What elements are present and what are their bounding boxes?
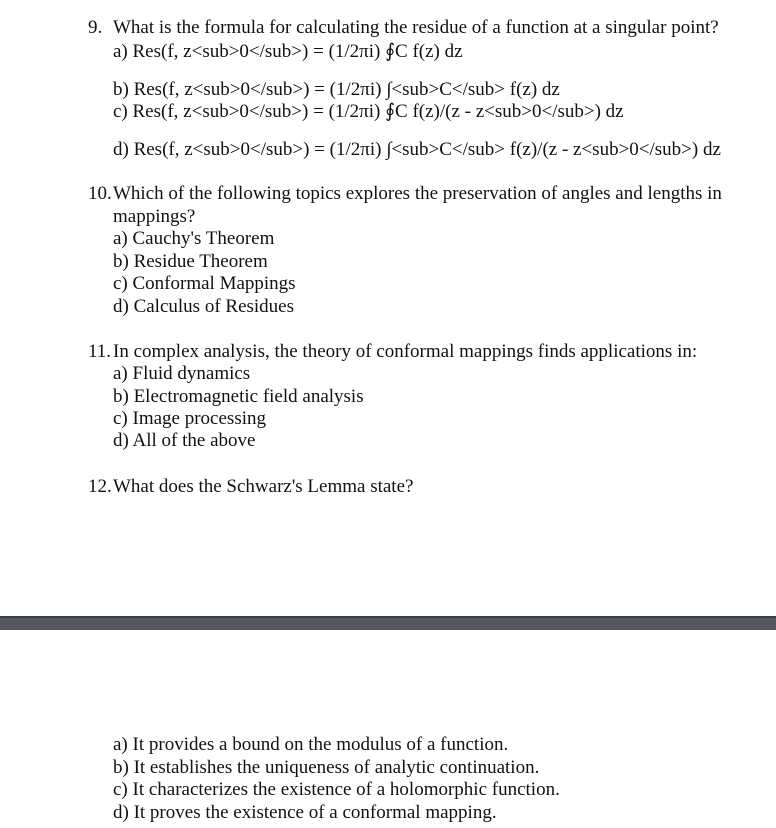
- option-b: b) Res(f, z<sub>0</sub>) = (1/2πi) ∫<sub>C</sub> f(z) dz: [113, 79, 560, 100]
- question-text: In complex analysis, the theory of conformal mappings finds applications in:: [113, 341, 698, 362]
- page-break-divider: [0, 616, 776, 630]
- option-d: d) All of the above: [113, 430, 256, 451]
- question-text: Which of the following topics explores the preservation of angles and lengths in: [113, 183, 722, 204]
- option-c: c) Image processing: [113, 408, 266, 429]
- question-text-continued: mappings?: [113, 206, 196, 227]
- option-b: b) Electromagnetic field analysis: [113, 386, 364, 407]
- option-d: d) Res(f, z<sub>0</sub>) = (1/2πi) ∫<sub>C</sub> f(z)/(z - z<sub>0</sub>) dz: [113, 139, 721, 160]
- question-number: 11.: [88, 341, 112, 362]
- question-number: 9.: [88, 17, 103, 38]
- question-text: What is the formula for calculating the residue of a function at a singular point?: [113, 17, 719, 38]
- question-number: 10.: [88, 183, 112, 204]
- option-c: c) Res(f, z<sub>0</sub>) = (1/2πi) ∮C f(z)/(z - z<sub>0</sub>) dz: [113, 101, 624, 122]
- option-d: d) It proves the existence of a conformal mapping.: [113, 802, 497, 823]
- option-b: b) Residue Theorem: [113, 251, 268, 272]
- option-a: a) Res(f, z<sub>0</sub>) = (1/2πi) ∮C f(z) dz: [113, 41, 463, 62]
- option-a: a) It provides a bound on the modulus of a function.: [113, 734, 509, 755]
- question-text: What does the Schwarz's Lemma state?: [113, 476, 414, 497]
- option-d: d) Calculus of Residues: [113, 296, 295, 317]
- option-c: c) Conformal Mappings: [113, 273, 296, 294]
- option-c: c) It characterizes the existence of a holomorphic function.: [113, 779, 560, 800]
- option-a: a) Cauchy's Theorem: [113, 228, 275, 249]
- question-number: 12.: [88, 476, 112, 497]
- option-b: b) It establishes the uniqueness of analytic continuation.: [113, 757, 540, 778]
- option-a: a) Fluid dynamics: [113, 363, 251, 384]
